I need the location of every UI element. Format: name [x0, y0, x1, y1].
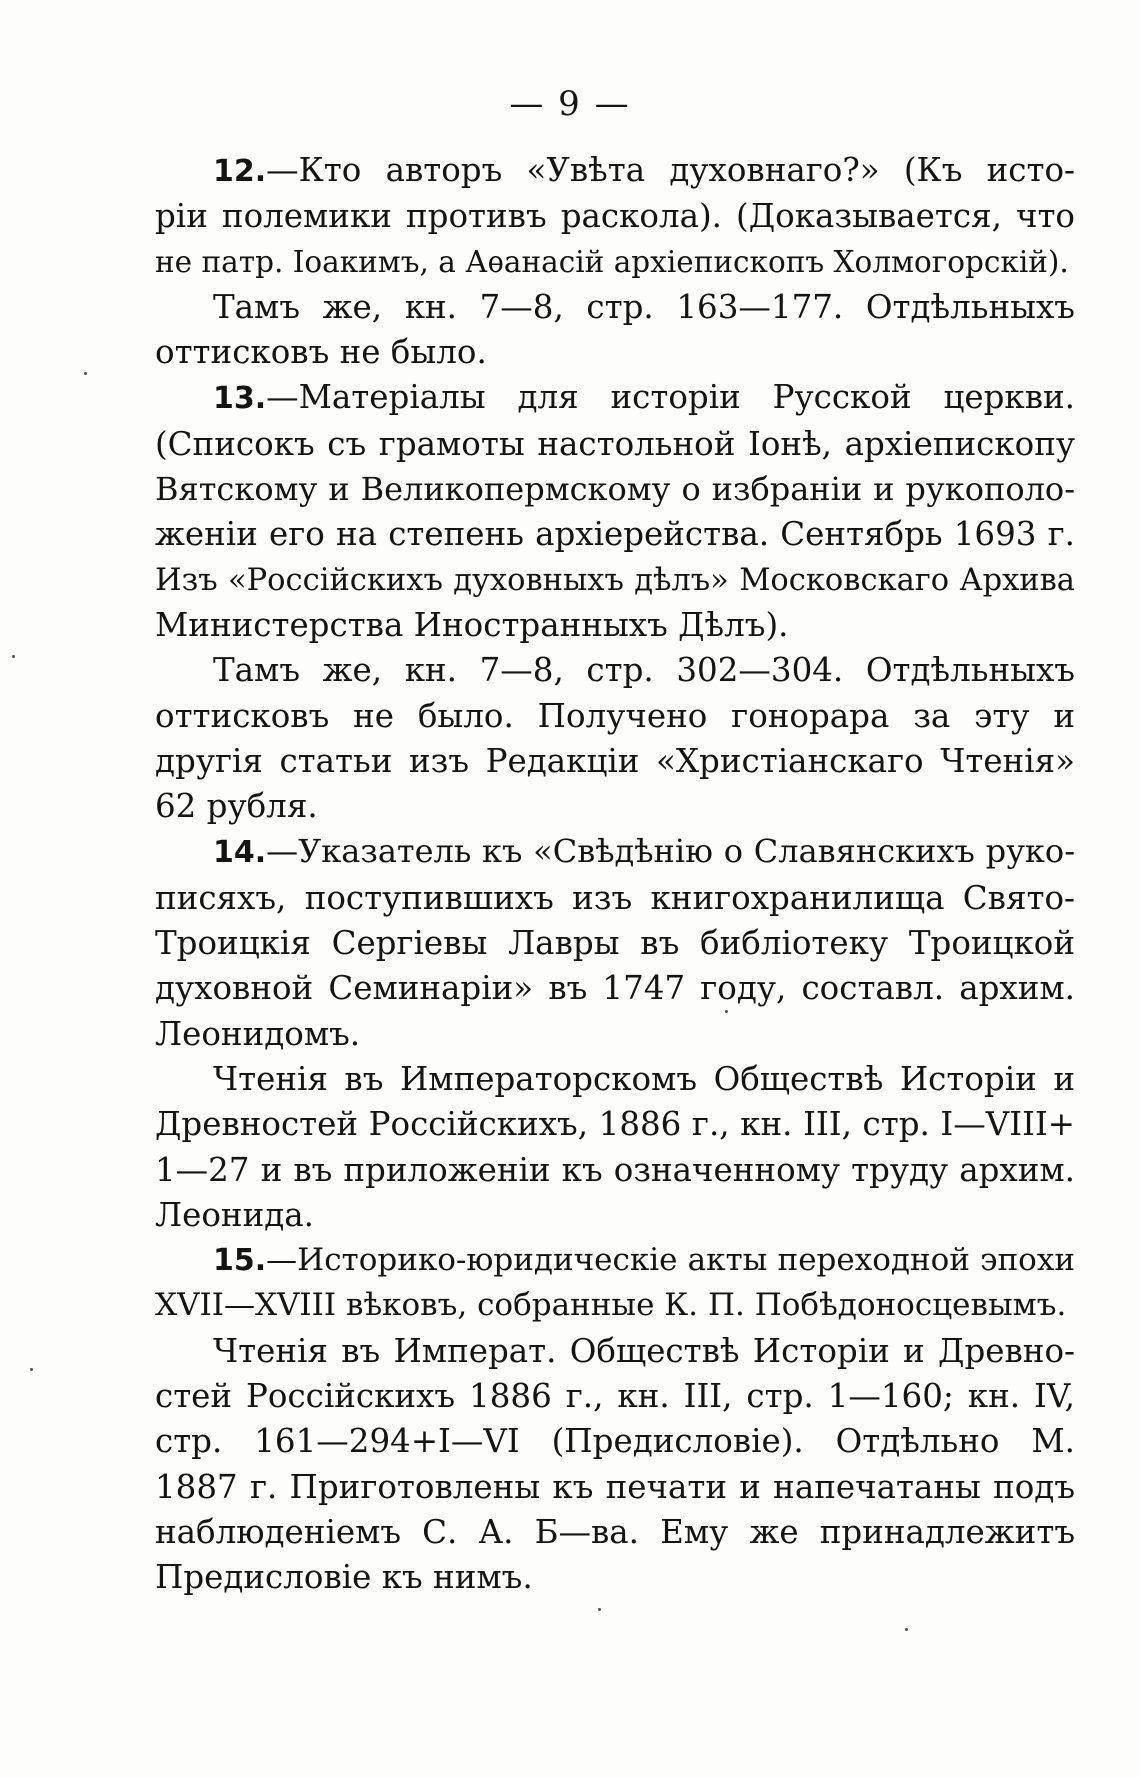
entry-12-title: [155, 148, 1075, 285]
text-line: —Кто авторъ «Увѣта духовнаго?» (Къ исто-: [266, 151, 1075, 189]
scan-speck: [905, 1628, 908, 1631]
text-line: (Списокъ съ грамоты настольной Іонѣ, архіепископу: [155, 424, 1075, 463]
text-line: не патр. Іоакимъ, а Аѳанасій архіепископъ Холмогорскій).: [155, 244, 1069, 279]
text-line: стр. 161—294+I—VI (Предисловіе). Отдѣльно М.: [155, 1422, 1075, 1461]
entry-15-title: [155, 1238, 1075, 1329]
text-line: 62 рубля.: [155, 787, 318, 826]
text-line: Троицкія Сергіевы Лавры въ библіотеку Троицкой: [155, 924, 1075, 963]
text-line: 1—27 и въ приложеніи къ означенному труду архим.: [155, 1150, 1075, 1189]
text-line: Министерства Иностранныхъ Дѣлъ).: [155, 605, 789, 644]
text-line: Тамъ же, кн. 7—8, стр. 302—304. Отдѣльныхъ: [213, 651, 1075, 690]
text-line: —Указатель къ «Свѣдѣнію о Славянскихъ руко-: [266, 832, 1075, 871]
entry-14-note: [155, 1057, 1075, 1238]
text-line: 1887 г. Приготовлены къ печати и напечатаны подъ: [155, 1467, 1075, 1506]
text-line: —Историко-юридическіе акты переходной эпохи: [266, 1242, 1075, 1279]
text-line: ріи полемики противъ раскола). (Доказывается, что: [155, 197, 1075, 236]
text-line: оттисковъ не было.: [155, 333, 487, 372]
entry-number: 14.: [213, 835, 267, 871]
entry-12-note: [155, 285, 1075, 376]
text-line: Чтенія въ Императорскомъ Обществѣ Исторіи и: [213, 1059, 1075, 1098]
text-line: Изъ «Россійскихъ духовныхъ дѣлъ» Московскаго Архива: [155, 562, 1075, 598]
scan-speck: [30, 1368, 33, 1371]
entry-number: 12.: [213, 154, 267, 189]
scan-speck: [12, 655, 15, 658]
text-line: Чтенія въ Императ. Обществѣ Исторіи и Древно-: [213, 1331, 1075, 1370]
text-line: женіи его на степень архіерейства. Сентябрь 1693 г.: [155, 515, 1075, 554]
text-line: Вятскому и Великопермскому о избраніи и рукополо-: [155, 470, 1075, 509]
text-line: другія статьи изъ Редакціи «Христіанскаго Чтенія»: [155, 741, 1075, 780]
entry-number: 13.: [213, 381, 267, 417]
page-number: — 9 —: [509, 84, 631, 124]
text-line: —Матеріалы для исторіи Русской церкви.: [266, 378, 1075, 417]
text-line: Леонидомъ.: [155, 1014, 361, 1053]
text-line: духовной Семинаріи» въ 1747 году, составл. архим.: [155, 969, 1075, 1008]
text-line: Тамъ же, кн. 7—8, стр. 163—177. Отдѣльныхъ: [213, 287, 1075, 326]
scan-speck: [598, 1608, 601, 1611]
entry-13-title: [155, 375, 1075, 648]
scan-speck: [84, 372, 87, 375]
text-line: оттисковъ не было. Получено гонорара за эту и: [155, 696, 1075, 735]
entry-14-title: [155, 829, 1075, 1056]
text-line: Леонида.: [155, 1195, 314, 1234]
entry-number: 15.: [213, 1243, 267, 1279]
text-line: писяхъ, поступившихъ изъ книгохранилища Свято-: [155, 878, 1075, 917]
text-line: наблюденіемъ С. А. Б—ва. Ему же принадлежитъ: [155, 1512, 1075, 1551]
text-line: XVII—XVIII вѣковъ, собранные К. П. Побѣдоносцевымъ.: [155, 1287, 1067, 1324]
text-line: Предисловіе къ нимъ.: [155, 1558, 533, 1597]
text-line: Древностей Россійскихъ, 1886 г., кн. III, стр. I—VIII+: [155, 1105, 1075, 1144]
entry-13-note: [155, 648, 1075, 829]
scan-speck: [725, 1010, 728, 1013]
text-line: стей Россійскихъ 1886 г., кн. III, стр. 1—160; кн. IV,: [155, 1377, 1075, 1416]
page-body: [155, 148, 1075, 1601]
entry-15-note: [155, 1329, 1075, 1601]
